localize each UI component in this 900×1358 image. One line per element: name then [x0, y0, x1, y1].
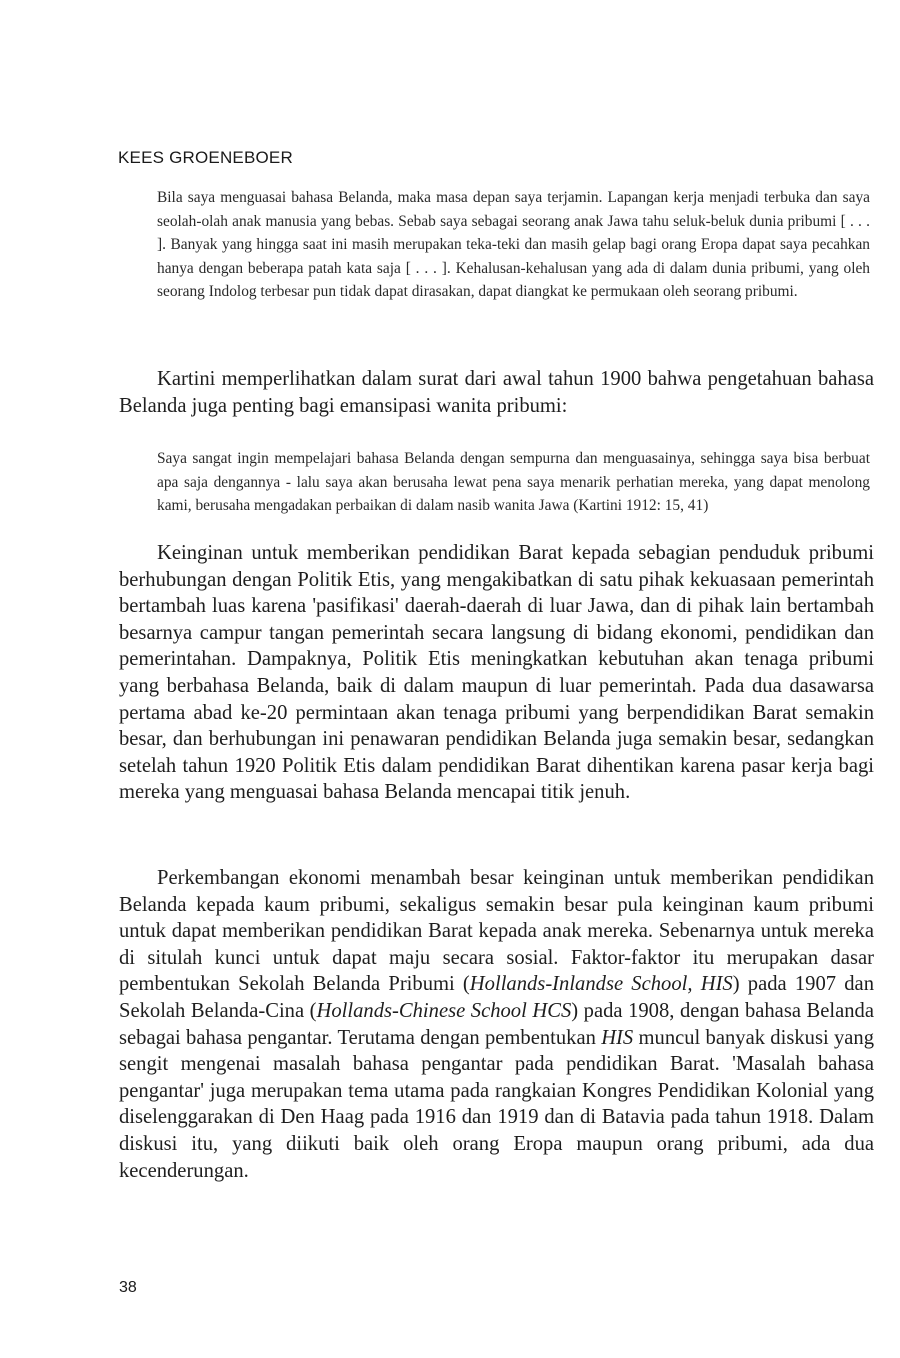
paragraph-intro: Kartini memperlihatkan dalam surat dari awal tahun 1900 bahwa pengetahuan bahasa Belanda juga penting bagi emansipasi wanita pribumi: [119, 368, 874, 417]
block-quote-2: Saya sangat ingin mempelajari bahasa Belanda dengan sempurna dan menguasainya, sehingga saya bisa berbuat apa saja dengannya - lalu saya akan berusaha lewat pena saya menarik perhatian mereka, yang dapat menolong kami, berusaha mengadakan perbaikan di dalam nasib wanita Jawa (Kartini 1912: 15, 41) [157, 450, 870, 515]
page-number: 38 [119, 1279, 137, 1296]
block-quote-1: Bila saya menguasai bahasa Belanda, maka masa depan saya terjamin. Lapangan kerja menjadi terbuka dan saya seolah-olah anak manusia yang bebas. Sebab saya sebagai seorang anak Jawa tahu seluk-beluk dunia pribumi [ . . . ]. Banyak yang hingga saat ini masih merupakan teka-teki dan masih gelap bagi orang Eropa dapat saya pecahkan hanya dengan beberapa patah kata saja [ . . . ]. Kehalusan-kehalusan yang ada di dalam dunia pribumi, yang oleh seorang Indolog terbesar pun tidak dapat dirasakan, dapat diangkat ke permukaan oleh seorang pribumi. [157, 189, 870, 301]
paragraph-3-segment-3: ) pada 1908, dengan bahasa Belanda sebagai bahasa pengantar. Terutama dengan pembentukan [119, 999, 874, 1049]
paragraph-3 [119, 865, 874, 1184]
paragraph-2: Keinginan untuk memberikan pendidikan Barat kepada sebagian penduduk pribumi berhubungan dengan Politik Etis, yang mengakibatkan di satu pihak kekuasaan pemerintah bertambah luas karena 'pasifikasi' daerah-daerah di luar Jawa, dan di pihak lain bertambah besarnya campur tangan pemerintah secara langsung di bidang ekonomi, pendidikan dan pemerintahan. Dampaknya, Politik Etis meningkatkan kebutuhan akan tenaga pribumi yang berbahasa Belanda, baik di dalam maupun di luar pemerintah. Pada dua dasawarsa pertama abad ke-20 permintaan akan tenaga pribumi yang berpendidikan Barat semakin besar, dan berhubungan ini penawaran pendidikan Belanda juga semakin besar, sedangkan setelah tahun 1920 Politik Etis dalam pendidikan Barat dihentikan karena pasar kerja bagi mereka yang menguasai bahasa Belanda mencapai titik jenuh. [119, 542, 874, 804]
paragraph-3-italic-hcs-full: Hollands-Chinese School HCS [316, 999, 572, 1022]
running-head: KEES GROENEBOER [118, 148, 293, 167]
paragraph-3-segment-4: muncul banyak diskusi yang sengit mengenai masalah bahasa pengantar pada pendidikan Barat. 'Masalah bahasa pengantar' juga merupakan tema utama pada rangkaian Kongres Pendidikan Kolonial yang diselenggarakan di Den Haag pada 1916 dan 1919 dan di Batavia pada tahun 1918. Dalam diskusi itu, yang diikuti baik oleh orang Eropa maupun orang pribumi, ada dua kecenderungan. [119, 1026, 874, 1182]
paragraph-3-segment-1: Perkembangan ekonomi menambah besar keinginan untuk memberikan pendidikan Belanda kepada kaum pribumi, sekaligus semakin besar pula keinginan kaum pribumi untuk dapat memberikan pendidikan Barat kepada anak mereka. Sebenarnya untuk mereka di situlah kunci untuk dapat maju secara sosial. Faktor-faktor itu merupakan dasar pembentukan Sekolah Belanda Pribumi ( [119, 867, 874, 996]
paragraph-3-italic-his-full: Hollands-Inlandse School, HIS [469, 973, 733, 996]
paragraph-3-segment-2: ) pada 1907 dan Sekolah Belanda-Cina ( [119, 973, 874, 1022]
paragraph-3-italic-his: HIS [601, 1026, 634, 1049]
